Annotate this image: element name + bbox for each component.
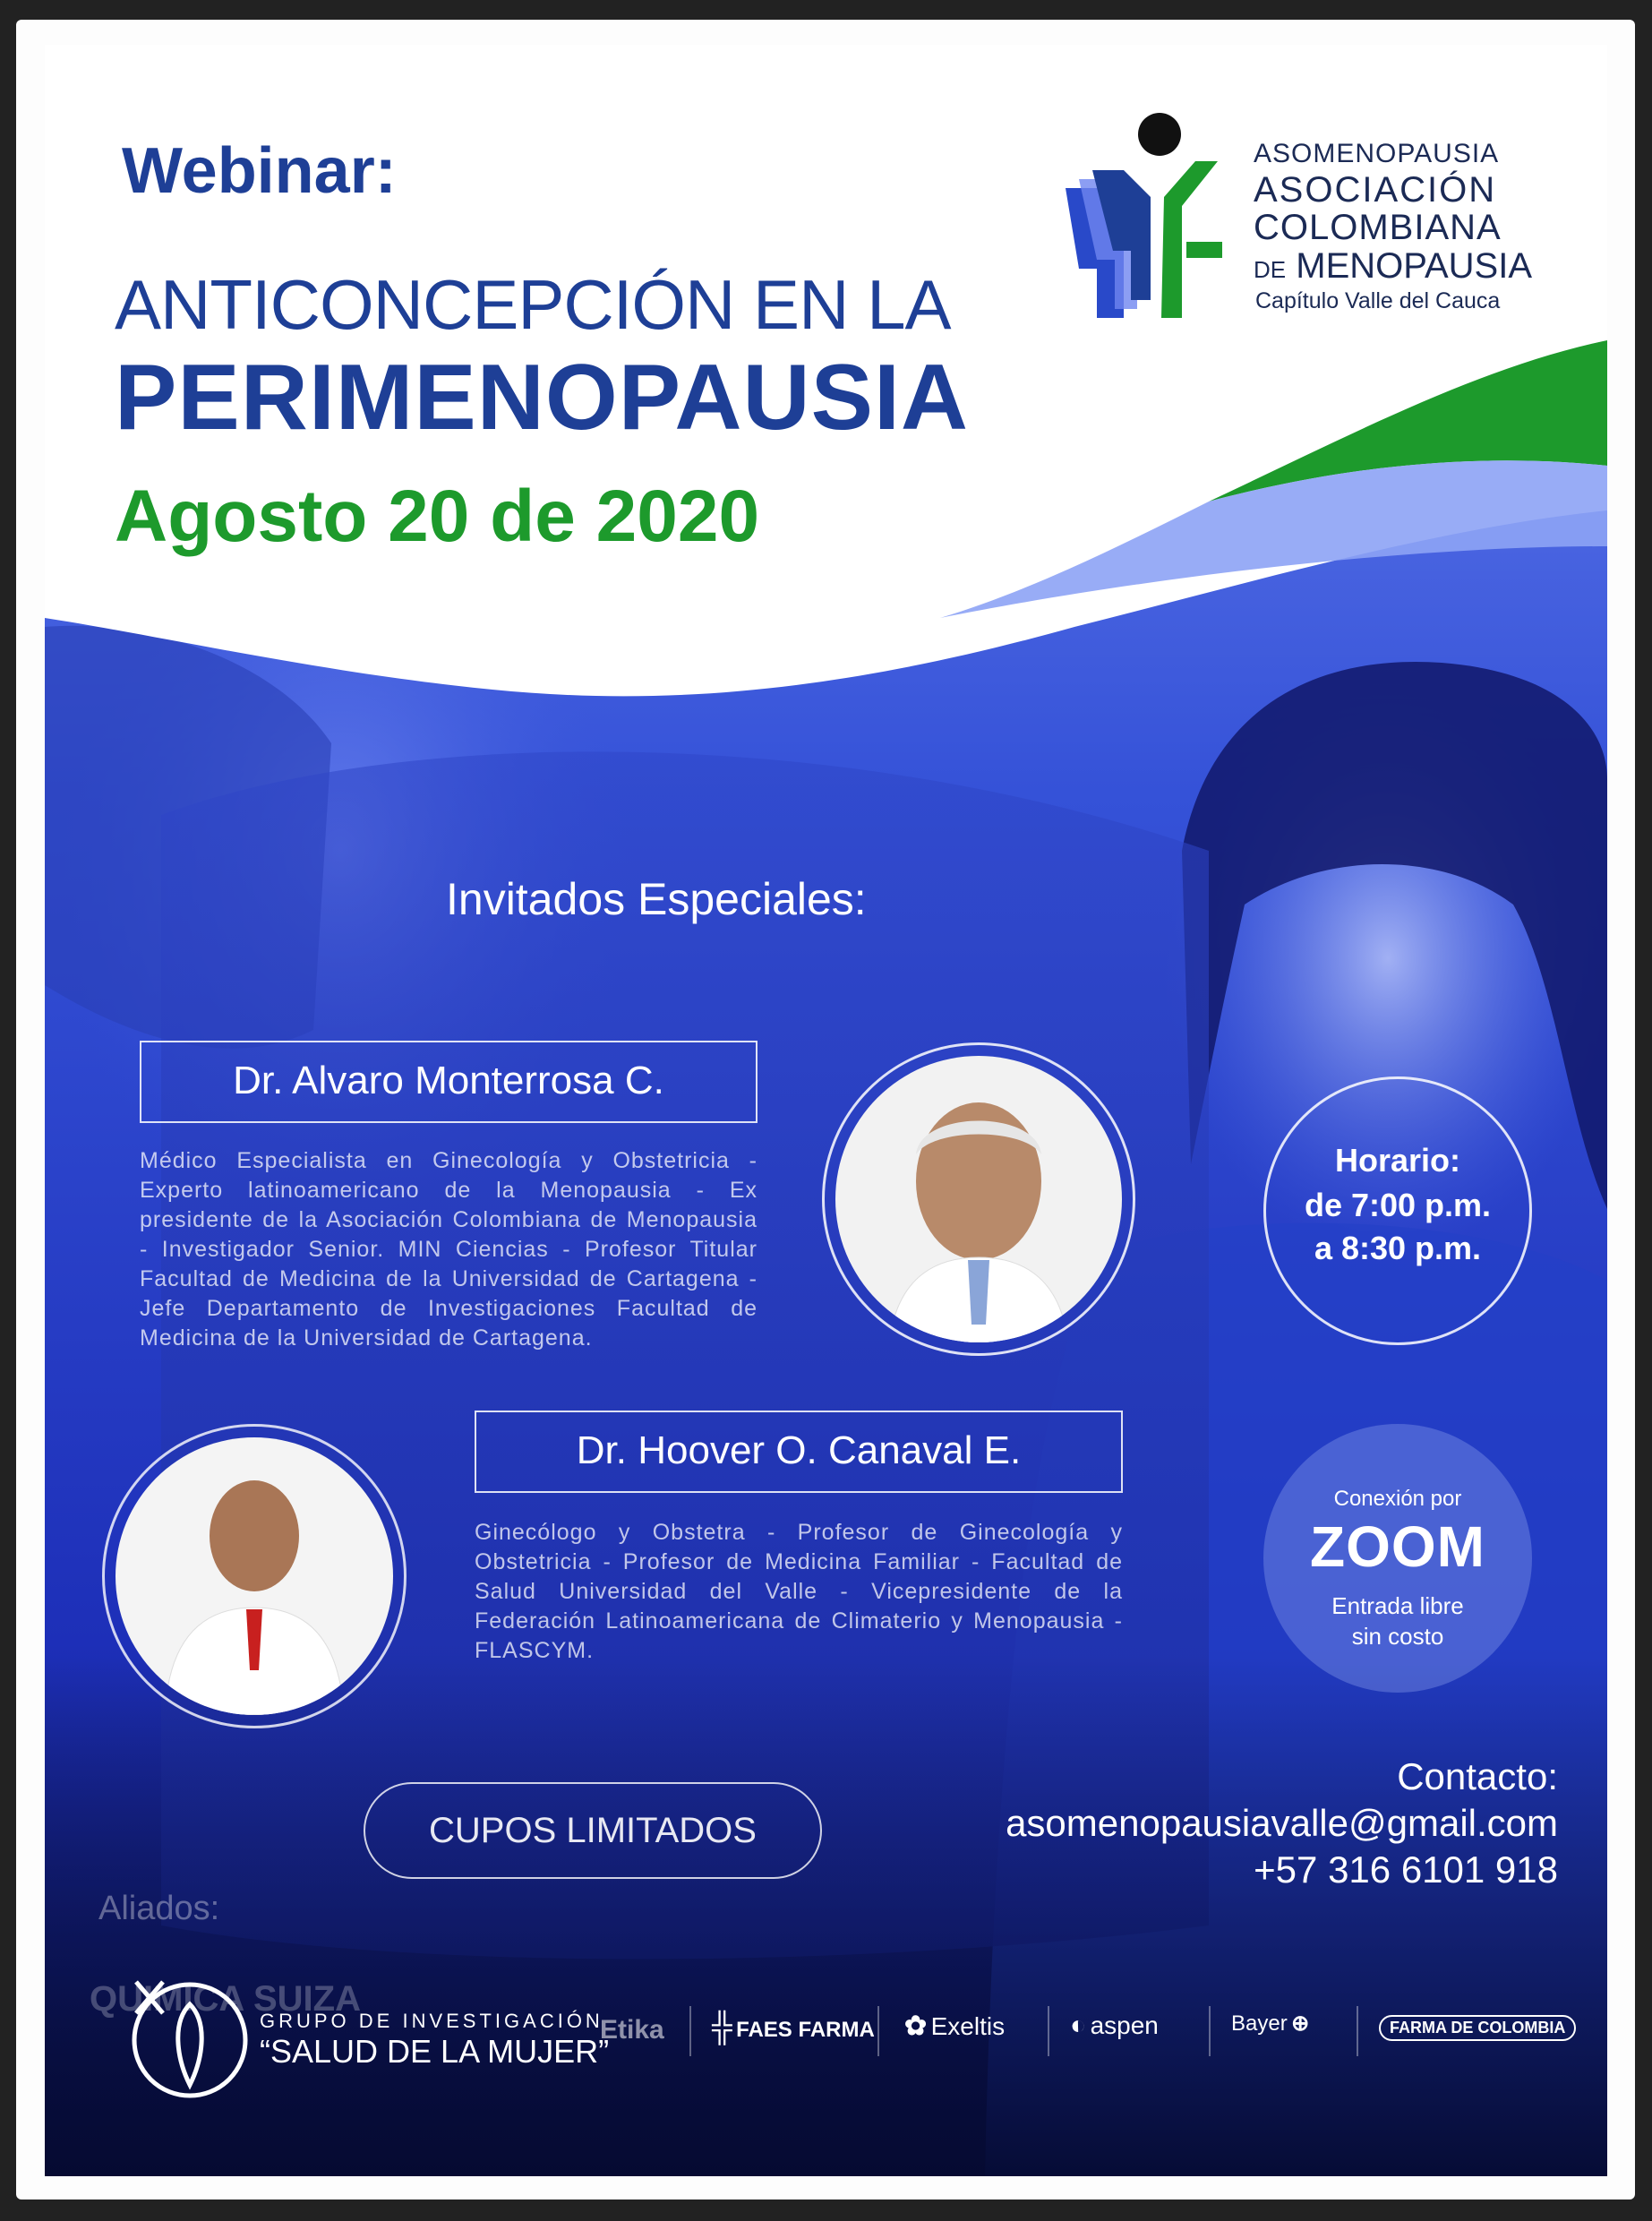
- research-group-line-1: GRUPO DE INVESTIGACIÓN: [260, 2010, 603, 2032]
- guest-2-portrait-icon: [116, 1437, 393, 1715]
- allies-label: Aliados:: [98, 1890, 220, 1927]
- zoom-label: Conexión por: [1333, 1487, 1462, 1511]
- guest-1-photo: [822, 1042, 1135, 1356]
- guest-1-portrait-icon: [835, 1056, 1122, 1342]
- logo-line-3-main: MENOPAUSIA: [1296, 246, 1532, 286]
- schedule-label: Horario:: [1334, 1142, 1460, 1179]
- asomenopausia-logo-icon: [1061, 107, 1240, 322]
- logo-short-name: ASOMENOPAUSIA: [1254, 139, 1500, 168]
- zoom-badge: [1263, 1424, 1532, 1693]
- schedule-from: de 7:00 p.m.: [1304, 1187, 1492, 1223]
- bayer-cross-icon: ⊕: [1291, 2011, 1310, 2036]
- research-group-line-2: “SALUD DE LA MUJER”: [260, 2033, 610, 2070]
- farma-label: FARMA DE COLOMBIA: [1390, 2019, 1566, 2037]
- zoom-free-line-1: Entrada libre: [1331, 1592, 1464, 1619]
- sponsor-farma-de-colombia: [1379, 2015, 1576, 2041]
- sponsor-separator: [689, 2006, 691, 2056]
- contact-email[interactable]: asomenopausiavalle@gmail.com: [1006, 1802, 1558, 1844]
- sponsor-separator: [1357, 2006, 1358, 2056]
- sponsor-bayer: [1231, 2011, 1309, 2037]
- guest-1-bio: Médico Especialista en Ginecología y Obstetricia - Experto latinoamericano de la Menopausia - Ex presidente de la Asociación Colombiana de Menopausia - Investigador Senior. MIN Ciencias - Profesor Titular Facultad de Medicina de la Universidad de Cartagena - Jefe Departamento de Investigaciones Facultad de Medicina de la Universidad de Cartagena.: [140, 1148, 758, 1351]
- guest-2-bio: Ginecólogo y Obstetra - Profesor de Ginecología y Obstetricia - Profesor de Medicina Familiar - Facultad de Salud Universidad del Valle - Vicepresidente de la Federación Latinoamericana de Climaterio y Menopausia - FLASCYM.: [475, 1520, 1123, 1663]
- schedule-badge: [1263, 1076, 1532, 1345]
- bayer-label: Bayer: [1231, 2011, 1288, 2036]
- webinar-poster: [45, 45, 1607, 2176]
- event-date: Agosto 20 de 2020: [115, 476, 760, 557]
- exeltis-flower-icon: ✿: [904, 2011, 928, 2041]
- sponsor-aspen: [1070, 2011, 1159, 2041]
- title-line-1: ANTICONCEPCIÓN EN LA: [115, 265, 951, 344]
- sponsor-etika: Etika: [600, 2015, 664, 2045]
- logo-line-2: COLOMBIANA: [1254, 208, 1502, 247]
- zoom-free-line-2: sin costo: [1351, 1623, 1444, 1650]
- guest-2-name: Dr. Hoover O. Canaval E.: [475, 1411, 1123, 1493]
- limited-spots-badge: CUPOS LIMITADOS: [364, 1782, 822, 1879]
- guests-heading: Invitados Especiales:: [446, 874, 867, 924]
- sponsor-quimica-suiza: QUIMICA SUIZA: [90, 1979, 361, 2019]
- aspen-swirl-icon: ◐: [1070, 2011, 1087, 2040]
- title-line-2: PERIMENOPAUSIA: [115, 346, 969, 450]
- webinar-label: Webinar:: [122, 135, 397, 207]
- sponsor-faes-farma: [712, 2011, 875, 2044]
- exeltis-label: Exeltis: [930, 2012, 1006, 2040]
- sponsor-separator: [1209, 2006, 1211, 2056]
- logo-chapter: Capítulo Valle del Cauca: [1255, 288, 1501, 313]
- faes-farma-label: FAES FARMA: [736, 2018, 875, 2042]
- logo-line-1: ASOCIACIÓN: [1254, 170, 1497, 210]
- sponsor-separator: [1048, 2006, 1049, 2056]
- guest-1-name: Dr. Alvaro Monterrosa C.: [140, 1041, 758, 1123]
- aspen-label: aspen: [1090, 2011, 1159, 2039]
- logo-line-3: [1254, 246, 1532, 287]
- guest-2-photo: [102, 1424, 407, 1728]
- contact-phone[interactable]: +57 316 6101 918: [1254, 1848, 1558, 1891]
- sponsor-separator: [877, 2006, 879, 2056]
- sponsor-exeltis: [904, 2011, 1005, 2042]
- zoom-logo-text: ZOOM: [1310, 1514, 1485, 1579]
- faes-cross-icon: ╬: [712, 2011, 732, 2043]
- contact-label: Contacto:: [1397, 1755, 1558, 1797]
- schedule-to: a 8:30 p.m.: [1314, 1230, 1482, 1266]
- logo-line-3-prefix: DE: [1254, 256, 1287, 283]
